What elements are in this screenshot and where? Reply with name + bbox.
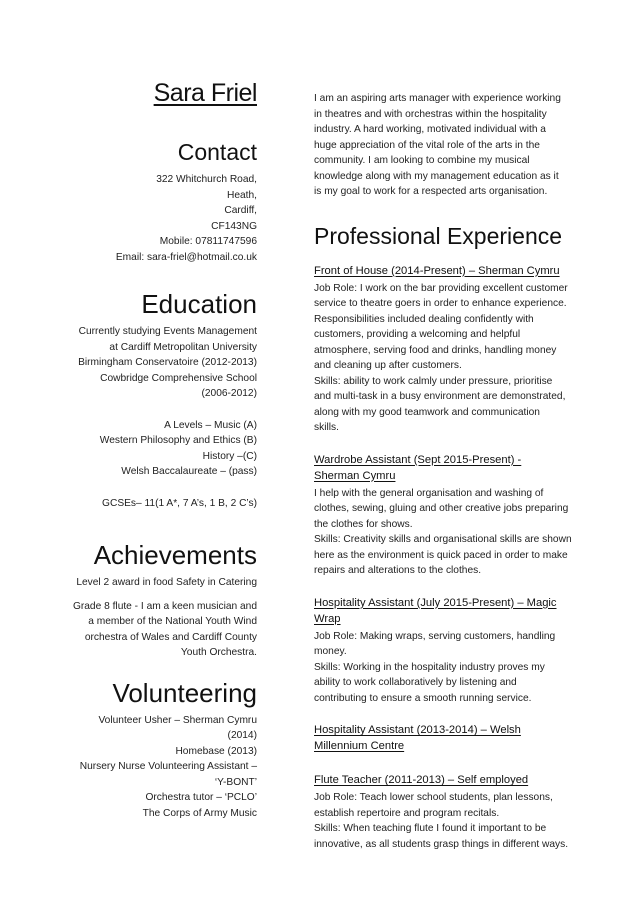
contact-line: Cardiff, (224, 205, 257, 216)
job-line: Job Role: Teach lower school students, plan lessons, (314, 792, 553, 803)
job-title: Millennium Centre (314, 740, 405, 752)
achievement-line: a member of the National Youth Wind (88, 616, 257, 627)
education-study (70, 324, 257, 402)
profile-summary (314, 91, 576, 200)
volunteering-line: Orchestra tutor – ‘PCLO’ (145, 792, 257, 803)
contact-line: CF143NG (211, 220, 257, 232)
education-line: at Cardiff Metropolitan University (109, 341, 257, 353)
page-title: Sara Friel (153, 79, 257, 107)
achievement-item: Level 2 award in food Safety in Catering (76, 577, 257, 588)
job-line: Skills: Working in the hospitality industry proves my (314, 661, 545, 673)
right-column (314, 91, 576, 852)
profile-line: huge appreciation of the vital role of the arts in the (314, 139, 540, 151)
job-entry (314, 772, 576, 852)
job-line: Responsibilities included dealing confidently with (314, 313, 534, 325)
alevel-line: History –(C) (202, 450, 257, 462)
alevel-line: A Levels – Music (A) (164, 419, 257, 431)
contact-mobile: Mobile: 07811747596 (159, 236, 257, 247)
education-line: Cowbridge Comprehensive School (100, 372, 257, 384)
achievement-line: Grade 8 flute - I am a keen musician and (72, 600, 257, 612)
education-line: Currently studying Events Management (78, 326, 257, 337)
left-column (70, 78, 257, 821)
job-line: customers, providing a welcoming and helpful (314, 329, 521, 340)
gcse-line: GCSEs– 11(1 A*, 7 A’s, 1 B, 2 C’s) (102, 497, 257, 509)
education-line: (2006-2012) (201, 388, 257, 399)
job-line: clothes, sewing, gluing and other creative jobs preparing (314, 503, 569, 514)
volunteering-line: Nursery Nurse Volunteering Assistant – (79, 761, 257, 772)
volunteering-line: The Corps of Army Music (142, 807, 257, 819)
job-line: atmosphere, serving food and drinks, handling money (314, 344, 557, 356)
volunteering-line: Homebase (2013) (175, 745, 257, 757)
job-line: service to theatre goers in order to enhance experience. (314, 298, 567, 309)
job-entry (314, 452, 576, 579)
job-line: I help with the general organisation and washing of (314, 487, 544, 499)
job-line: the clothes for shows. (314, 518, 413, 530)
job-title: Sherman Cymru (314, 469, 396, 482)
profile-line: I am an aspiring arts manager with experience working (314, 93, 561, 104)
volunteering-heading: Volunteering (112, 677, 257, 708)
job-title: Wardrobe Assistant (Sept 2015-Present) - (314, 453, 522, 466)
alevel-line: Western Philosophy and Ethics (B) (99, 435, 257, 446)
job-entry (314, 722, 576, 754)
contact-line: Heath, (226, 189, 257, 201)
job-title: Flute Teacher (2011-2013) – Self employed (314, 774, 529, 786)
contact-details (70, 172, 257, 265)
job-line: and cleaning up after customers. (314, 360, 462, 371)
education-line: Birmingham Conservatoire (2012-2013) (78, 357, 257, 368)
job-title: Wrap (314, 612, 341, 625)
job-line: and multi-task in a busy environment are demonstrated, (314, 391, 566, 402)
job-title: Hospitality Assistant (2013-2014) – Welsh (314, 724, 521, 736)
volunteering-line: (2014) (227, 730, 257, 741)
profile-line: is my goal to work for a respected arts organisation. (314, 186, 548, 197)
job-title: Front of House (2014-Present) – Sherman Cymru (314, 264, 560, 277)
job-line: ability to work collaboratively by listening and (314, 677, 517, 688)
achievement-line: Youth Orchestra. (180, 647, 257, 658)
profile-line: knowledge along with my management education as it (314, 170, 559, 182)
alevel-line: Welsh Baccalaureate – (pass) (121, 466, 257, 477)
job-line: skills. (314, 422, 339, 433)
job-entry (314, 595, 576, 707)
achievement-line: orchestra of Wales and Cardiff County (84, 631, 257, 643)
volunteering-line: ‘Y-BONT’ (214, 776, 257, 788)
achievement-item (70, 599, 257, 661)
profile-line: in theatres and with orchestras within the hospitality (314, 108, 547, 120)
profile-line: industry. A hard working, motivated individual with a (314, 124, 546, 135)
job-entry (314, 263, 576, 436)
job-line: Job Role: Making wraps, serving customers, handling (314, 630, 556, 642)
volunteering-list (70, 713, 257, 822)
experience-heading: Professional Experience (314, 222, 563, 249)
profile-line: community. I am looking to combine my musical (314, 155, 530, 166)
job-line: Skills: ability to work calmly under pressure, prioritise (314, 375, 553, 387)
job-line: here as the environment is quick paced in order to make (314, 549, 568, 561)
volunteering-line: Volunteer Usher – Sherman Cymru (98, 714, 257, 726)
job-line: innovative, as all students grasp things in different ways. (314, 838, 569, 850)
job-line: contributing to ensure a smooth running service. (314, 692, 532, 704)
job-line: Skills: Creativity skills and organisational skills are shown (314, 534, 572, 545)
job-title: Hospitality Assistant (July 2015-Present) – Magic (314, 596, 557, 609)
job-line: along with my good teamwork and communication (314, 406, 540, 418)
contact-email: Email: sara-friel@hotmail.co.uk (115, 251, 257, 263)
contact-line: 322 Whitchurch Road, (156, 174, 257, 185)
education-heading: Education (141, 289, 257, 319)
education-alevels (70, 418, 257, 480)
achievements-heading: Achievements (93, 540, 257, 570)
job-line: Job Role: I work on the bar providing excellent customer (314, 282, 568, 294)
job-line: establish repertoire and program recitals. (314, 807, 500, 819)
contact-heading: Contact (177, 139, 257, 165)
job-line: money. (314, 646, 347, 657)
job-line: Skills: When teaching flute I found it important to be (314, 823, 547, 834)
job-line: repairs and alterations to the clothes. (314, 565, 482, 576)
